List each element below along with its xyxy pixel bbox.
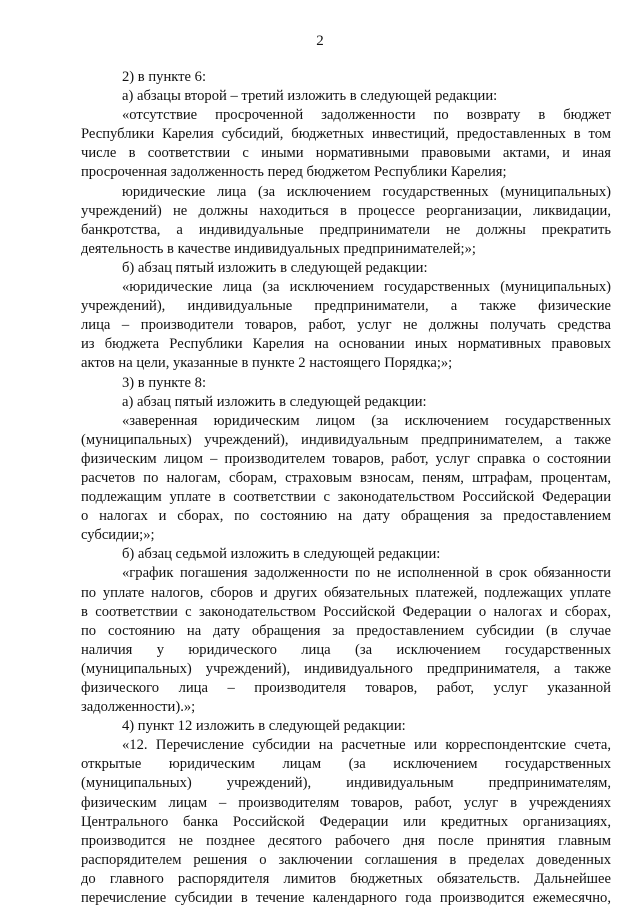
text-line: б) абзац седьмой изложить в следующей редакции: <box>122 546 441 563</box>
text-line: «12. Перечисление субсидии на расчетные или корреспондентские счета, <box>122 737 611 754</box>
text-line: расчетов по налогам, сборам, страховым взносам, пеням, штрафам, процентам, <box>81 469 611 486</box>
text-line: Центрального банка Российской Федерации или кредитных организациях, <box>81 813 611 830</box>
text-line: «график погашения задолженности по не исполненной в срок обязанности <box>122 565 611 582</box>
text-line: физического лица – производителя товаров, работ, услуг указанной <box>81 680 611 696</box>
text-line: юридические лица (за исключением государственных (муниципальных) <box>122 183 611 200</box>
text-line: а) абзац пятый изложить в следующей редакции: <box>122 393 427 410</box>
text-line: лица – производители товаров, работ, услуг не должны получать средства <box>81 317 611 334</box>
text-line: «заверенная юридическим лицом (за исключением государственных <box>122 412 611 429</box>
text-line: учреждений) не должны находиться в процессе реорганизации, ликвидации, <box>81 202 611 219</box>
text-line: учреждений), индивидуальные предприниматели, а также физические <box>81 298 611 315</box>
text-line: распорядителем решения о заключении соглашения в пределах доведенных <box>81 851 611 868</box>
text-line: наличия у юридического лица (за исключением государственных <box>81 641 611 658</box>
text-line: физическим лицам – производителям товаров, работ, услуг в учреждениях <box>81 794 611 811</box>
text-line: по состоянию на дату обращения за предоставлением субсидии (в случае <box>81 622 611 639</box>
text-line: о налогах и сборах, по состоянию на дату обращения за предоставлением <box>81 508 611 525</box>
text-line: 3) в пункте 8: <box>122 374 207 391</box>
text-line: 4) пункт 12 изложить в следующей редакции: <box>122 718 406 735</box>
text-line: открытые юридическим лицам (за исключением государственных <box>81 756 611 773</box>
text-line: деятельность в качестве индивидуальных предпринимателей;»; <box>81 240 476 257</box>
text-line: производится не позднее десятого рабочего дня после принятия главным <box>81 832 611 849</box>
text-line: а) абзацы второй – третий изложить в следующей редакции: <box>122 88 498 105</box>
text-line: числе в соответствии с иными нормативными правовыми актами, и иная <box>81 145 611 162</box>
text-line: «отсутствие просроченной задолженности по возврату в бюджет <box>122 107 611 124</box>
text-line: субсидии;»; <box>81 527 155 544</box>
text-line: по уплате налогов, сборов и других обязательных платежей, подлежащих уплате <box>81 584 611 601</box>
text-line: (муниципальных) учреждений), индивидуальным предпринимателем, а также <box>81 431 611 448</box>
text-line: из бюджета Республики Карелия на основании иных нормативных правовых <box>81 336 611 353</box>
text-line: физическим лицом – производителем товаров, работ, услуг справка о состоянии <box>81 450 611 467</box>
text-line: подлежащим уплате в соответствии с законодательством Российской Федерации <box>81 489 611 506</box>
text-line: актов на цели, указанные в пункте 2 настоящего Порядка;»; <box>81 355 453 372</box>
text-line: в соответствии с законодательством Российской Федерации о налогах и сборах, <box>81 603 611 620</box>
text-line: банкротства, а индивидуальные предприниматели не должны прекратить <box>81 221 611 238</box>
text-line: 2) в пункте 6: <box>122 69 207 85</box>
text-line: (муниципальных) учреждений), индивидуального предпринимателя, а также <box>81 660 611 677</box>
text-line: (муниципальных) учреждений), индивидуальным предпринимателям, <box>81 775 611 792</box>
text-line: до главного распорядителя лимитов бюджетных обязательств. Дальнейшее <box>81 870 611 887</box>
text-line: «юридические лица (за исключением государственных (муниципальных) <box>122 279 611 296</box>
document-body <box>81 68 611 908</box>
text-line: б) абзац пятый изложить в следующей редакции: <box>122 259 428 276</box>
page-number: 2 <box>316 33 324 49</box>
text-line: перечисление субсидии в течение календарного года производится ежемесячно, <box>81 890 611 907</box>
text-line: Республики Карелия субсидий, бюджетных инвестиций, предоставленных в том <box>81 126 611 143</box>
text-line: задолженности).»; <box>81 699 196 716</box>
text-line: просроченная задолженность перед бюджетом Республики Карелия; <box>81 164 507 181</box>
